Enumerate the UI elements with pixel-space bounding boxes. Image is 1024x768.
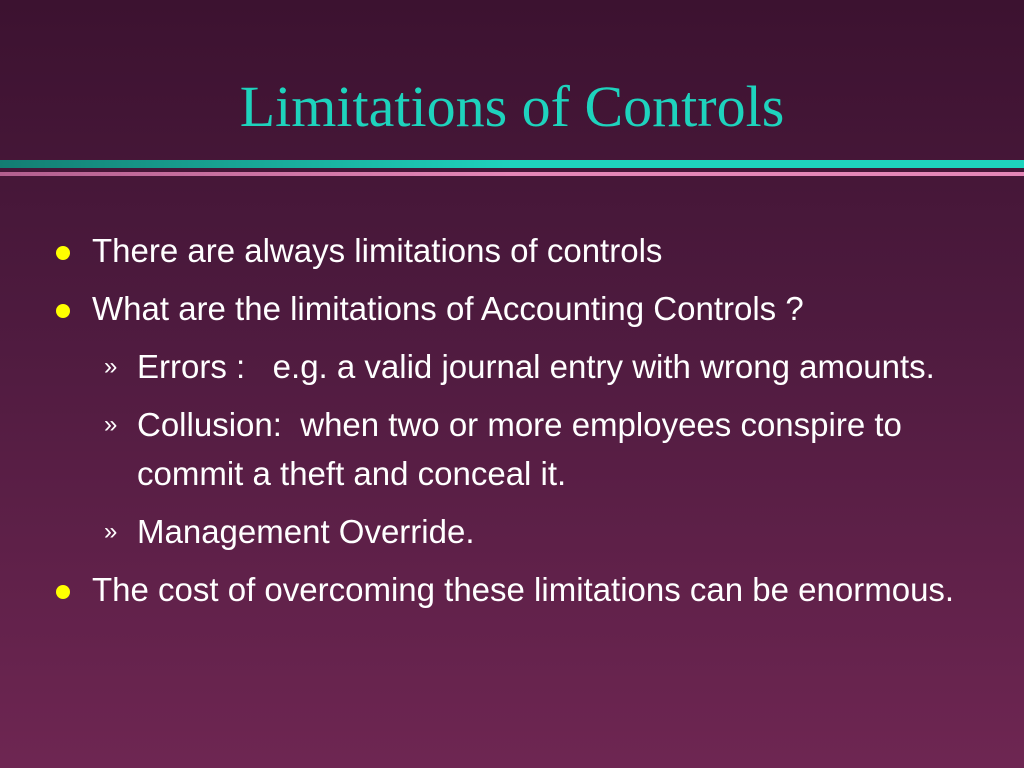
bullet-item <box>0 284 1024 333</box>
sub-bullet-item <box>0 507 1024 556</box>
bullet-text: The cost of overcoming these limitations can be enormous. <box>92 571 955 608</box>
sub-bullet-text: Errors : e.g. a valid journal entry with wrong amounts. <box>137 348 935 385</box>
title-divider-teal <box>0 160 1024 168</box>
bullet-list <box>0 226 1024 623</box>
title-divider-pink <box>0 172 1024 176</box>
slide-title: Limitations of Controls <box>239 74 785 139</box>
bullet-dot-icon <box>56 246 70 260</box>
bullet-text: There are always limitations of controls <box>92 232 663 269</box>
bullet-dot-icon <box>56 585 70 599</box>
sub-bullet-item <box>0 400 1024 498</box>
bullet-item <box>0 565 1024 614</box>
sub-bullet-text: Management Override. <box>137 513 475 550</box>
bullet-text: What are the limitations of Accounting Controls ? <box>92 290 804 327</box>
bullet-dot-icon <box>56 304 70 318</box>
sub-bullet-item <box>0 342 1024 391</box>
double-chevron-icon: » <box>104 518 118 545</box>
sub-bullet-text: Collusion: when two or more employees conspire to commit a theft and conceal it. <box>137 406 912 492</box>
double-chevron-icon: » <box>104 353 118 380</box>
bullet-item <box>0 226 1024 275</box>
double-chevron-icon: » <box>104 411 118 438</box>
